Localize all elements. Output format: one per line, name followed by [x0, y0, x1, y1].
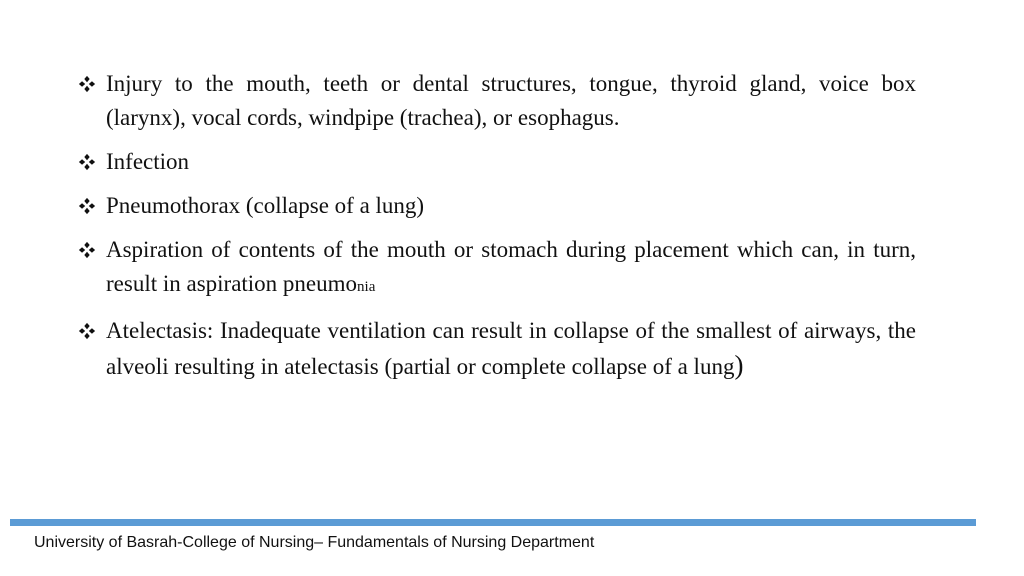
bullet-text-atelectasis-main: Atelectasis: Inadequate ventilation can result in collapse of the smallest of airways, the alveoli resulting in atelectasis (partial or complete collapse of a lung [106, 318, 916, 379]
bullet-text-pneumothorax: Pneumothorax (collapse of a lung) [106, 193, 425, 218]
bullet-item-injury [78, 67, 916, 135]
bullet-text-aspiration-tail: nia [357, 279, 376, 295]
four-diamond-bullet-icon [78, 67, 106, 101]
bullet-text-injury: Injury to the mouth, teeth or dental structures, tongue, thyroid gland, voice box (larynx), vocal cords, windpipe (trachea), or esophagus. [106, 71, 916, 130]
bullet-text-atelectasis-tail: ) [734, 350, 744, 380]
bullet-item-pneumothorax [78, 189, 916, 223]
four-diamond-bullet-icon [78, 145, 106, 179]
bullet-item-infection [78, 145, 916, 179]
footer-text: University of Basrah-College of Nursing– Fundamentals of Nursing Department [34, 534, 595, 551]
bullet-text-aspiration-main: Aspiration of contents of the mouth or stomach during placement which can, in turn, result in aspiration pneumo [106, 237, 916, 296]
bullet-text-aspiration [106, 233, 916, 304]
four-diamond-bullet-icon [78, 189, 106, 223]
bullet-item-aspiration [78, 233, 916, 304]
four-diamond-bullet-icon [78, 314, 106, 348]
bullet-item-atelectasis [78, 314, 916, 384]
bullet-list [78, 67, 916, 394]
bullet-text-atelectasis [106, 314, 916, 384]
four-diamond-bullet-icon [78, 233, 106, 267]
bullet-text-infection: Infection [106, 149, 190, 174]
footer-divider-bar [10, 519, 976, 526]
